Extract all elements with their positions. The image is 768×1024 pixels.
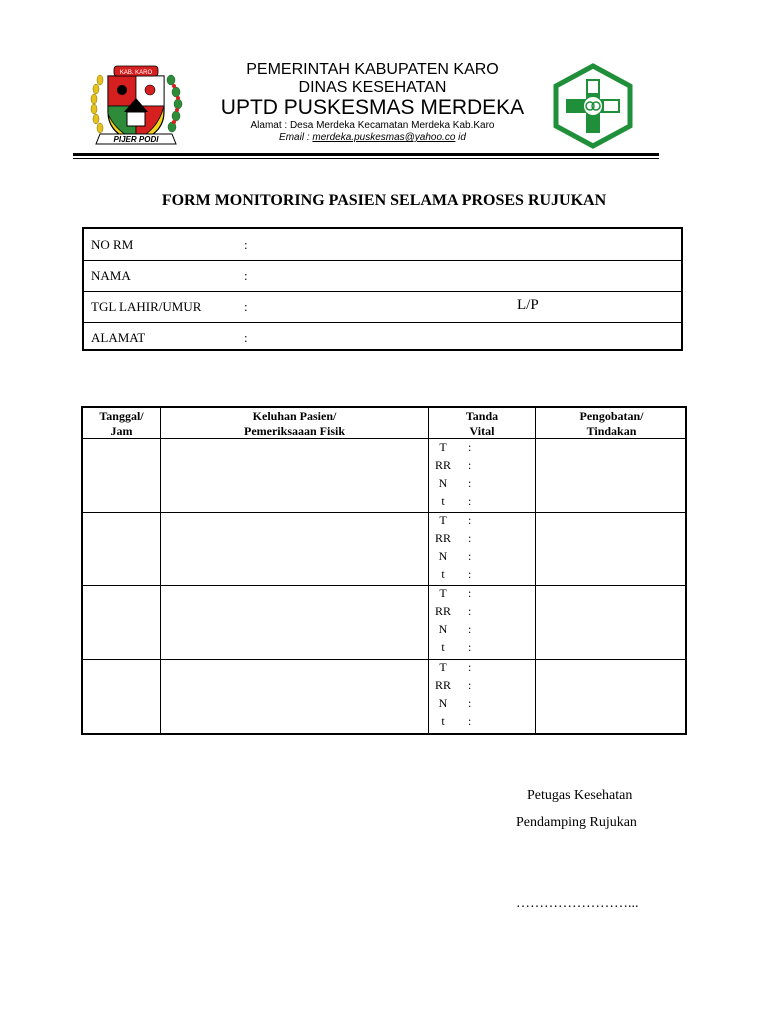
vital-t[interactable]: T : xyxy=(439,513,472,527)
vital-temp[interactable]: t : xyxy=(441,494,472,508)
header-keluhan xyxy=(161,409,428,439)
department-name: DINAS KESEHATAN xyxy=(298,79,447,96)
identity-row-alamat xyxy=(84,322,681,353)
vital-t[interactable]: T : xyxy=(439,660,472,674)
identity-colon[interactable]: : xyxy=(244,330,248,345)
identity-label: NO RM xyxy=(91,237,134,252)
identity-row-nama xyxy=(84,260,681,292)
header-line: Pemeriksaaan Fisik xyxy=(244,424,345,438)
header-line: Keluhan Pasien/ xyxy=(252,409,337,423)
email-label: Email : xyxy=(279,132,313,143)
puskesmas-logo xyxy=(550,63,636,149)
logo-top-text: KAB. KARO xyxy=(119,70,153,76)
health-center-name: UPTD PUSKESMAS MERDEKA xyxy=(220,96,525,119)
vital-rr[interactable]: RR : xyxy=(434,458,472,472)
vital-n[interactable]: N : xyxy=(438,696,472,710)
header-line: Pengobatan/ xyxy=(579,409,644,423)
identity-row-no-rm xyxy=(84,229,681,261)
header-line: Tindakan xyxy=(586,424,637,438)
form-title: FORM MONITORING PASIEN SELAMA PROSES RUJUKAN xyxy=(161,192,607,209)
signature-title-line2: Pendamping Rujukan xyxy=(516,815,637,830)
signature-line[interactable]: ……………………... xyxy=(516,896,639,911)
monitoring-table xyxy=(81,406,687,735)
vital-temp[interactable]: t : xyxy=(441,567,472,581)
row-divider xyxy=(83,659,685,660)
identity-colon[interactable]: : xyxy=(244,268,248,283)
header-tanggal-jam xyxy=(83,409,160,439)
letterhead-rule-thin xyxy=(73,158,659,159)
identity-row-tgl-lahir xyxy=(84,291,681,323)
row-divider xyxy=(83,512,685,513)
vital-t[interactable]: T : xyxy=(439,586,472,600)
vital-n[interactable]: N : xyxy=(438,622,472,636)
header-line: Vital xyxy=(469,424,495,438)
row-divider xyxy=(83,585,685,586)
column-divider xyxy=(535,408,536,733)
header-tanda-vital xyxy=(429,409,535,439)
email-link[interactable]: merdeka.puskesmas@yahoo.co xyxy=(312,132,456,143)
email-suffix: id xyxy=(455,132,466,143)
vital-rr[interactable]: RR : xyxy=(434,531,472,545)
identity-label: NAMA xyxy=(91,268,131,283)
vital-n[interactable]: N : xyxy=(438,549,472,563)
gender-field[interactable]: L/P xyxy=(517,297,539,313)
vital-n[interactable]: N : xyxy=(438,476,472,490)
column-divider xyxy=(160,408,161,733)
header-pengobatan xyxy=(536,409,687,439)
vital-rr[interactable]: RR : xyxy=(434,604,472,618)
patient-identity-box xyxy=(82,227,683,351)
identity-colon[interactable]: : xyxy=(244,299,248,314)
identity-label: ALAMAT xyxy=(91,330,146,345)
email-line xyxy=(180,132,565,144)
vital-rr[interactable]: RR : xyxy=(434,678,472,692)
letterhead-rule-thick xyxy=(73,153,659,156)
header-line: Tanda xyxy=(465,409,499,423)
vital-t[interactable]: T : xyxy=(439,440,472,454)
vital-temp[interactable]: t : xyxy=(441,640,472,654)
vital-temp[interactable]: t : xyxy=(441,714,472,728)
header-line: Jam xyxy=(110,424,133,438)
identity-colon[interactable]: : xyxy=(244,237,248,252)
identity-label: TGL LAHIR/UMUR xyxy=(91,299,202,314)
signature-title-line1: Petugas Kesehatan xyxy=(527,788,633,803)
header-line: Tanggal/ xyxy=(99,409,144,423)
address-line: Alamat : Desa Merdeka Kecamatan Merdeka Kab.Karo xyxy=(250,120,495,131)
column-divider xyxy=(428,408,429,733)
karo-regency-logo xyxy=(86,62,186,152)
logo-ribbon-text: PIJER PODI xyxy=(113,135,159,144)
government-name: PEMERINTAH KABUPATEN KARO xyxy=(246,61,499,78)
